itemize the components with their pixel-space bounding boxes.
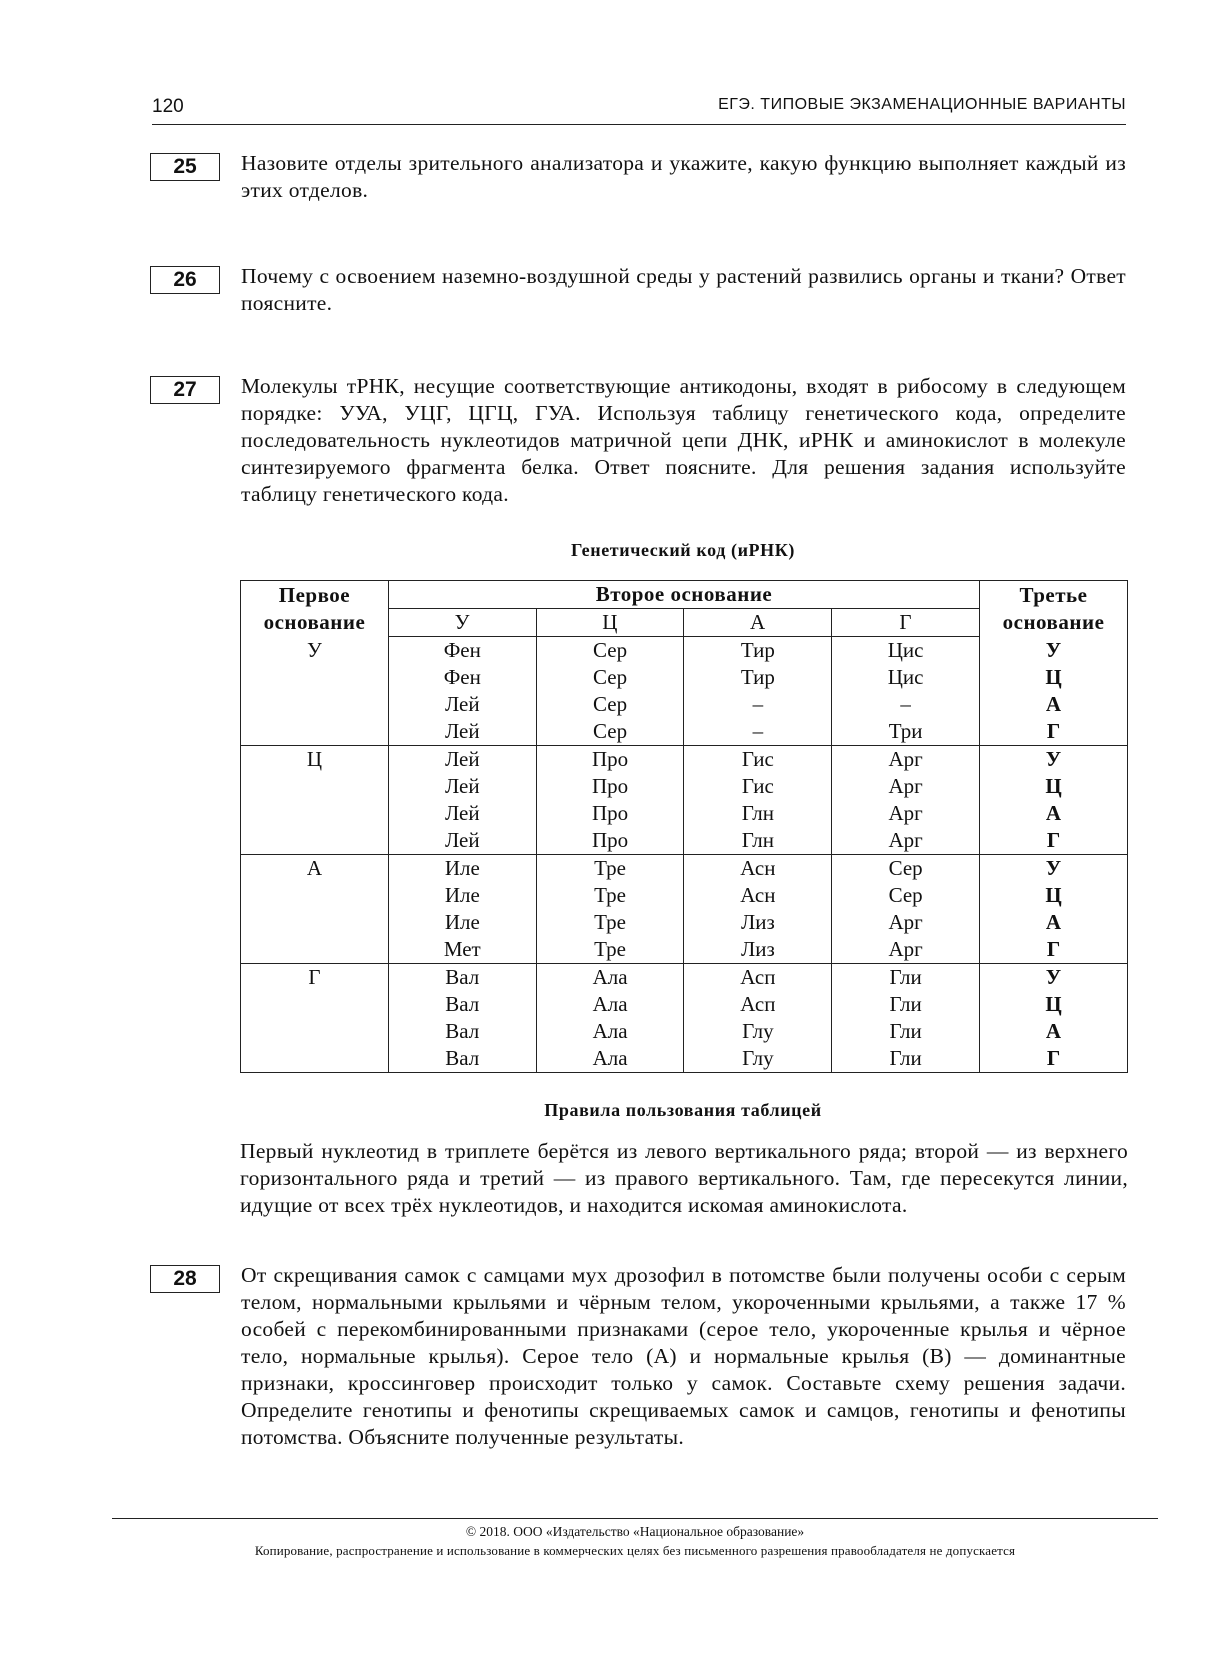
codon-row: [241, 964, 1128, 992]
first-base: А: [241, 855, 389, 964]
amino-acid-cell: Арг: [832, 746, 980, 774]
third-base: У: [980, 746, 1128, 774]
table-caption: Генетический код (иРНК): [570, 540, 796, 560]
task-26: [150, 263, 1126, 317]
third-base: Г: [980, 827, 1128, 855]
codon-row: [241, 855, 1128, 883]
amino-acid-cell: Лей: [388, 746, 536, 774]
amino-acid-cell: Про: [536, 827, 684, 855]
third-base: А: [980, 691, 1128, 718]
amino-acid-cell: Арг: [832, 773, 980, 800]
amino-acid-cell: Лей: [388, 800, 536, 827]
amino-acid-cell: Ала: [536, 1045, 684, 1073]
amino-acid-cell: Тре: [536, 936, 684, 964]
amino-acid-cell: Лей: [388, 691, 536, 718]
amino-acid-cell: Иле: [388, 882, 536, 909]
amino-acid-cell: Вал: [388, 1018, 536, 1045]
footer-copyright: © 2018. ООО «Издательство «Национальное образование»: [465, 1524, 805, 1539]
amino-acid-cell: Глн: [684, 827, 832, 855]
second-base-label: Ц: [536, 609, 684, 637]
amino-acid-cell: Вал: [388, 991, 536, 1018]
amino-acid-cell: Асп: [684, 964, 832, 992]
third-base: А: [980, 1018, 1128, 1045]
third-base: Г: [980, 1045, 1128, 1073]
amino-acid-cell: Арг: [832, 800, 980, 827]
amino-acid-cell: Три: [832, 718, 980, 746]
amino-acid-cell: Тре: [536, 882, 684, 909]
first-base: Ц: [241, 746, 389, 855]
amino-acid-cell: Глу: [684, 1045, 832, 1073]
amino-acid-cell: Сер: [536, 718, 684, 746]
header-first-base: Первое основание: [241, 581, 389, 637]
amino-acid-cell: Мет: [388, 936, 536, 964]
amino-acid-cell: Ала: [536, 1018, 684, 1045]
amino-acid-cell: Сер: [536, 691, 684, 718]
amino-acid-cell: Сер: [536, 664, 684, 691]
running-title: ЕГЭ. ТИПОВЫЕ ЭКЗАМЕНАЦИОННЫЕ ВАРИАНТЫ: [718, 96, 1126, 113]
amino-acid-cell: Арг: [832, 909, 980, 936]
amino-acid-cell: Лиз: [684, 909, 832, 936]
third-base: Ц: [980, 773, 1128, 800]
third-base: А: [980, 800, 1128, 827]
amino-acid-cell: Асн: [684, 882, 832, 909]
amino-acid-cell: Сер: [832, 882, 980, 909]
amino-acid-cell: –: [832, 691, 980, 718]
third-base: У: [980, 855, 1128, 883]
amino-acid-cell: –: [684, 691, 832, 718]
second-base-label: У: [388, 609, 536, 637]
third-base: У: [980, 637, 1128, 665]
header-second-base: Второе основание: [388, 581, 979, 609]
amino-acid-cell: Гли: [832, 1018, 980, 1045]
amino-acid-cell: Лей: [388, 773, 536, 800]
amino-acid-cell: Гли: [832, 1045, 980, 1073]
amino-acid-cell: Асп: [684, 991, 832, 1018]
third-base: У: [980, 964, 1128, 992]
amino-acid-cell: Вал: [388, 964, 536, 992]
amino-acid-cell: Гли: [832, 991, 980, 1018]
amino-acid-cell: Арг: [832, 936, 980, 964]
task-text: Назовите отделы зрительного анализатора и укажите, какую функцию выполняет каждый из этих отделов.: [241, 151, 1126, 202]
amino-acid-cell: Ала: [536, 991, 684, 1018]
amino-acid-cell: Тир: [684, 637, 832, 665]
amino-acid-cell: Глн: [684, 800, 832, 827]
footer-notice: Копирование, распространение и использование в коммерческих целях без письменного разрешения правообладателя не допускается: [254, 1543, 1016, 1558]
first-base: Г: [241, 964, 389, 1073]
task-number: 28: [150, 1265, 220, 1293]
amino-acid-cell: Гис: [684, 746, 832, 774]
rules-title: Правила пользования таблицей: [544, 1100, 822, 1120]
amino-acid-cell: Сер: [832, 855, 980, 883]
page-number: 120: [152, 96, 184, 117]
amino-acid-cell: Про: [536, 800, 684, 827]
amino-acid-cell: Иле: [388, 855, 536, 883]
amino-acid-cell: Арг: [832, 827, 980, 855]
task-text: От скрещивания самок с самцами мух дрозофил в потомстве были получены особи с серым телом, нормальными крыльями и чёрным телом, укороченными крыльями, а также 17 % особей с перекомбинированными признаками (серое тело, укороченные крылья и чёрное тело, нормальные крылья). Серое тело (А) и нормальные крылья (В) — доминантные признаки, кроссинговер происходит только у самок. Составьте схему решения задачи. Определите генотипы и фенотипы скрещиваемых самок и самцов, генотипы и фенотипы потомства. Объясните полученные результаты.: [241, 1263, 1126, 1449]
amino-acid-cell: Фен: [388, 664, 536, 691]
task-number: 27: [150, 376, 220, 404]
task-number: 25: [150, 153, 220, 181]
third-base: Г: [980, 718, 1128, 746]
second-base-label: А: [684, 609, 832, 637]
amino-acid-cell: Сер: [536, 637, 684, 665]
first-base: У: [241, 637, 389, 746]
amino-acid-cell: Гли: [832, 964, 980, 992]
amino-acid-cell: Лей: [388, 827, 536, 855]
task-text: Молекулы тРНК, несущие соответствующие антикодоны, входят в рибосому в следующем порядке: УУА, УЦГ, ЦГЦ, ГУА. Используя таблицу генетического кода, определите последовательность нуклеотидов матричной цепи ДНК, иРНК и аминокислот в молекуле синтезируемого фрагмента белка. Ответ поясните. Для решения задания используйте таблицу генетического кода.: [241, 374, 1126, 506]
amino-acid-cell: Вал: [388, 1045, 536, 1073]
amino-acid-cell: Тир: [684, 664, 832, 691]
amino-acid-cell: Лей: [388, 718, 536, 746]
third-base: Ц: [980, 991, 1128, 1018]
amino-acid-cell: Ала: [536, 964, 684, 992]
codon-row: [241, 746, 1128, 774]
amino-acid-cell: Про: [536, 773, 684, 800]
task-27: [150, 373, 1126, 508]
genetic-code-table: [240, 580, 1128, 1073]
amino-acid-cell: Про: [536, 746, 684, 774]
codon-row: [241, 637, 1128, 665]
task-25: [150, 150, 1126, 204]
amino-acid-cell: Фен: [388, 637, 536, 665]
header-third-base: Третье основание: [980, 581, 1128, 637]
third-base: Ц: [980, 882, 1128, 909]
task-text: Почему с освоением наземно-воздушной среды у растений развились органы и ткани? Ответ поясните.: [241, 264, 1126, 315]
third-base: Ц: [980, 664, 1128, 691]
amino-acid-cell: –: [684, 718, 832, 746]
second-base-label: Г: [832, 609, 980, 637]
third-base: А: [980, 909, 1128, 936]
amino-acid-cell: Тре: [536, 855, 684, 883]
amino-acid-cell: Цис: [832, 664, 980, 691]
third-base: Г: [980, 936, 1128, 964]
amino-acid-cell: Глу: [684, 1018, 832, 1045]
rules-text: Первый нуклеотид в триплете берётся из левого вертикального ряда; второй — из верхнего горизонтального ряда и третий — из правого вертикального. Там, где пересекутся линии, идущие от всех трёх нуклеотидов, и находится искомая аминокислота.: [240, 1139, 1128, 1217]
task-28: [150, 1262, 1126, 1451]
amino-acid-cell: Лиз: [684, 936, 832, 964]
task-number: 26: [150, 266, 220, 294]
header-divider: [152, 124, 1126, 125]
amino-acid-cell: Тре: [536, 909, 684, 936]
footer-divider: [112, 1518, 1158, 1519]
amino-acid-cell: Гис: [684, 773, 832, 800]
amino-acid-cell: Цис: [832, 637, 980, 665]
amino-acid-cell: Иле: [388, 909, 536, 936]
amino-acid-cell: Асн: [684, 855, 832, 883]
